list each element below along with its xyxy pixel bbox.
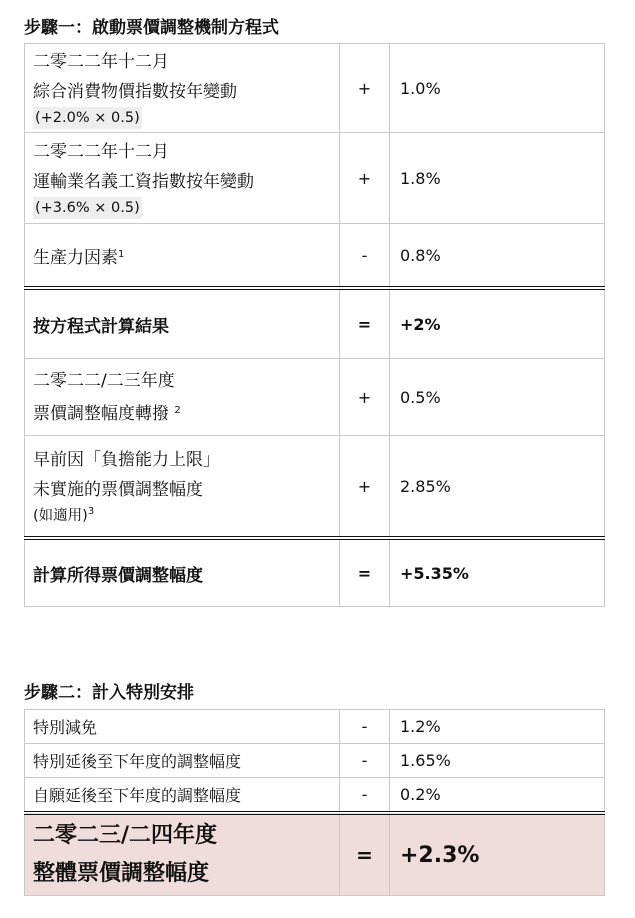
carry-over-label: 票價調整幅度轉撥	[33, 403, 169, 424]
affordability-operator: +	[340, 436, 390, 539]
affordability-line1: 早前因「負擔能力上限」	[33, 450, 220, 470]
carry-over-operator: +	[340, 359, 390, 436]
formula-result-operator: =	[340, 288, 390, 359]
wage-value: 1.8%	[390, 133, 605, 224]
overall-adjustment-label: 整體票價調整幅度	[33, 861, 210, 886]
table-row	[25, 288, 605, 359]
step1-title: 步驟一：啟動票價調整機制方程式	[24, 18, 279, 38]
step2-title: 步驟二：計入特別安排	[24, 683, 194, 703]
special-relief-value: 1.2%	[390, 710, 605, 744]
footnote-1-marker: 1	[118, 248, 125, 260]
special-arrangement-table	[24, 709, 605, 896]
wage-operator: +	[340, 133, 390, 224]
wage-label-cell	[25, 133, 340, 224]
cpi-operator: +	[340, 44, 390, 133]
productivity-operator: -	[340, 224, 390, 289]
productivity-label-cell	[25, 224, 340, 289]
fare-formula-table	[24, 43, 605, 607]
table-row	[25, 778, 605, 814]
overall-adjustment-operator: =	[340, 813, 390, 896]
table-row	[25, 538, 605, 607]
footnote-2-marker: 2	[174, 404, 181, 416]
cpi-label: 綜合消費物價指數按年變動	[33, 82, 237, 102]
calculated-adjustment-value: +5.35%	[390, 538, 605, 607]
table-row	[25, 133, 605, 224]
overall-adjustment-year: 二零二三/二四年度	[33, 823, 218, 848]
affordability-value: 2.85%	[390, 436, 605, 539]
productivity-value: 0.8%	[390, 224, 605, 289]
voluntary-deferral-value: 0.2%	[390, 778, 605, 814]
table-row	[25, 359, 605, 436]
table-row	[25, 710, 605, 744]
affordability-note: (如適用)	[33, 508, 88, 524]
wage-date: 二零二二年十二月	[33, 142, 169, 162]
footnote-3-marker: 3	[87, 506, 95, 517]
special-deferral-label: 特別延後至下年度的調整幅度	[25, 744, 340, 778]
formula-result-label: 按方程式計算結果	[25, 288, 340, 359]
cpi-value: 1.0%	[390, 44, 605, 133]
calculated-adjustment-operator: =	[340, 538, 390, 607]
cpi-label-cell	[25, 44, 340, 133]
productivity-label: 生產力因素	[33, 247, 118, 268]
wage-calc-note: (+3.6% × 0.5)	[33, 197, 142, 219]
affordability-line2: 未實施的票價調整幅度	[33, 480, 203, 500]
table-row	[25, 744, 605, 778]
voluntary-deferral-operator: -	[340, 778, 390, 814]
table-row	[25, 224, 605, 289]
formula-result-value: +2%	[390, 288, 605, 359]
cpi-calc-note: (+2.0% × 0.5)	[33, 107, 142, 129]
cpi-date: 二零二二年十二月	[33, 52, 169, 72]
table-row	[25, 44, 605, 133]
voluntary-deferral-label: 自願延後至下年度的調整幅度	[25, 778, 340, 814]
table-row	[25, 813, 605, 896]
overall-adjustment-label-cell	[25, 813, 340, 896]
calculated-adjustment-label: 計算所得票價調整幅度	[25, 538, 340, 607]
wage-label: 運輸業名義工資指數按年變動	[33, 172, 254, 192]
special-relief-operator: -	[340, 710, 390, 744]
overall-adjustment-value: +2.3%	[390, 813, 605, 896]
special-relief-label: 特別減免	[25, 710, 340, 744]
table-row	[25, 436, 605, 539]
affordability-label-cell	[25, 436, 340, 539]
carry-over-year: 二零二二/二三年度	[33, 370, 175, 391]
special-deferral-value: 1.65%	[390, 744, 605, 778]
carry-over-label-cell	[25, 359, 340, 436]
special-deferral-operator: -	[340, 744, 390, 778]
carry-over-value: 0.5%	[390, 359, 605, 436]
